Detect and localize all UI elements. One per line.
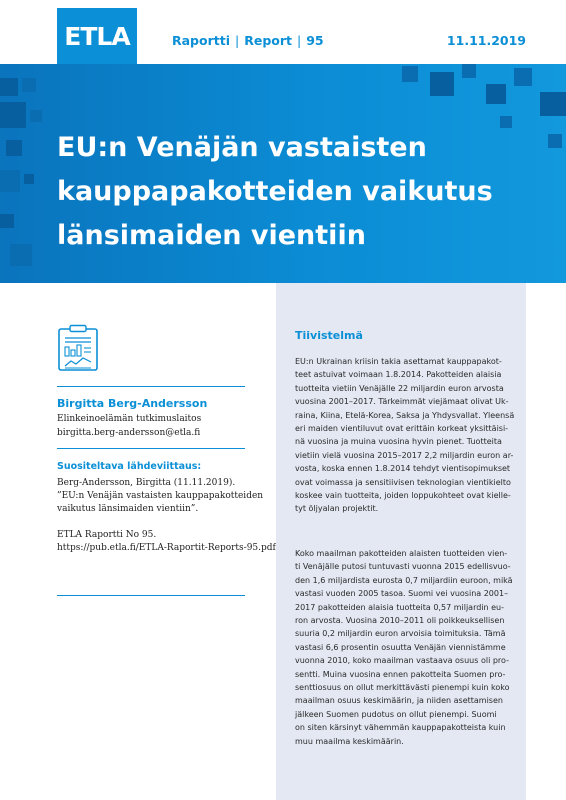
decorative-square <box>0 214 14 228</box>
series-label-fi: Raportti <box>172 33 230 48</box>
citation-line: vaikutus länsimaiden vientiin”. <box>57 504 199 514</box>
decorative-square <box>402 66 418 82</box>
text-line: 2017 pakotteiden alaisia tuotteita 0,57 miljardin eu- <box>295 602 505 612</box>
summary-heading: Tiivistelmä <box>295 329 363 342</box>
separator: | <box>297 33 302 48</box>
decorative-square <box>6 140 22 156</box>
decorative-square <box>10 244 32 266</box>
text-line: Koko maailman pakotteiden alaisten tuotteiden vien- <box>295 549 508 558</box>
report-title <box>57 126 537 258</box>
decorative-square <box>540 92 566 116</box>
decorative-square <box>0 170 20 192</box>
text-line: maailman osuus keskimäärin, ja niiden asettamisen <box>295 696 503 706</box>
decorative-square <box>430 72 454 96</box>
title-line: kauppapakotteiden vaikutus <box>57 176 493 207</box>
summary-paragraph-2 <box>295 547 513 748</box>
text-line: teet astuivat voimaan 1.8.2014. Pakotteiden alaisia <box>295 370 502 380</box>
title-line: EU:n Venäjän vastaisten <box>57 132 427 163</box>
text-line: raina, Kiina, Etelä-Korea, Saksa ja Yhdysvallat. Yleensä <box>295 410 515 420</box>
text-line: ovat voimassa ja sensitiivisen teknologian vientikielto <box>295 477 511 487</box>
report-series <box>172 33 324 48</box>
text-line: ron arvosta. Vuosina 2010–2011 oli poikkeuksellisen <box>295 616 505 626</box>
decorative-square <box>0 78 18 96</box>
divider <box>57 386 245 387</box>
decorative-square <box>0 102 26 128</box>
title-banner <box>0 64 566 283</box>
text-line: vuosina 2001–2017. Tärkeimmät viejämaat olivat Uk- <box>295 397 509 407</box>
decorative-square <box>30 110 42 122</box>
text-line: nä vuosina ja muina vuosina hyvin pienet. Tuotteita <box>295 437 502 447</box>
publication-date: 11.11.2019 <box>446 33 526 48</box>
citation-label: Suositeltava lähdeviittaus: <box>57 461 202 472</box>
text-line: vastasi 6,6 prosentin osuutta Venäjän viennistämme <box>295 642 506 652</box>
etla-logo <box>57 8 137 64</box>
text-line: sentti. Muina vuosina ennen pakotteita Suomen pro- <box>295 669 506 679</box>
text-line: vastasi vuoden 2005 tasoa. Suomi vei vuosina 2001– <box>295 589 509 599</box>
decorative-square <box>22 78 36 92</box>
series-label-en: Report <box>244 33 292 48</box>
citation-line: Berg-Andersson, Birgitta (11.11.2019). <box>57 478 236 488</box>
author-organization: Elinkeinoelämän tutkimuslaitos <box>57 414 202 424</box>
text-line: senttiosuus on ollut merkittävästi pienempi kuin koko <box>295 683 510 693</box>
publication-reference: ETLA Raportti No 95. <box>57 530 157 540</box>
report-document-chart-icon <box>57 324 99 372</box>
text-line: muu maailma keskimäärin. <box>295 736 404 746</box>
page-header <box>0 0 566 64</box>
text-line: den 1,6 miljardista eurosta 0,7 miljardiin euroon, mikä <box>295 575 513 585</box>
text-line: jälkeen Suomen pudotus on ollut pienempi. Suomi <box>295 709 497 719</box>
text-line: tyt öljyalan projektit. <box>295 504 379 514</box>
divider <box>57 448 245 449</box>
citation-line: ”EU:n Venäjän vastaisten kauppapakotteiden <box>57 491 264 501</box>
decorative-square <box>24 174 34 184</box>
decorative-square <box>462 64 476 78</box>
summary-paragraph-1 <box>295 355 515 516</box>
text-line: eri maiden vientiluvut ovat erittäin korkeat yksittäisi- <box>295 424 509 434</box>
text-line: ti Venäjälle putosi tuntuvasti vuonna 2015 edellisvuo- <box>295 562 511 572</box>
decorative-square <box>514 68 532 86</box>
series-number: 95 <box>306 33 324 48</box>
separator: | <box>235 33 240 48</box>
logo-text: ETLA <box>64 21 130 51</box>
decorative-square <box>486 84 506 104</box>
text-line: vuonna 2010, koko maailman vastaava osuus oli pro- <box>295 656 509 666</box>
author-email[interactable]: birgitta.berg-andersson@etla.fi <box>57 428 201 438</box>
text-line: vietiin vielä vuosina 2015–2017 2,2 miljardin euron ar- <box>295 450 514 460</box>
decorative-square <box>548 134 562 148</box>
author-name: Birgitta Berg-Andersson <box>57 397 208 410</box>
text-line: on siten kärsinyt vähemmän kauppapakotteista kuin <box>295 723 506 733</box>
text-line: EU:n Ukrainan kriisin takia asettamat kauppapakot- <box>295 357 502 366</box>
publication-url[interactable]: https://pub.etla.fi/ETLA-Raportit-Reports-95.pdf <box>57 543 276 553</box>
text-line: koskee vain tuotteita, joiden loppukohteet ovat kielle- <box>295 491 511 501</box>
text-line: tuotteita vietiin Venäjälle 22 miljardin euron arvosta <box>295 383 504 393</box>
text-line: suuria 0,2 miljardin euron arvoisia toimituksia. Tämä <box>295 629 506 639</box>
title-line: länsimaiden vientiin <box>57 220 366 251</box>
divider <box>57 595 245 596</box>
text-line: vosta, koska ennen 1.8.2014 tehdyt vientisopimukset <box>295 464 511 474</box>
